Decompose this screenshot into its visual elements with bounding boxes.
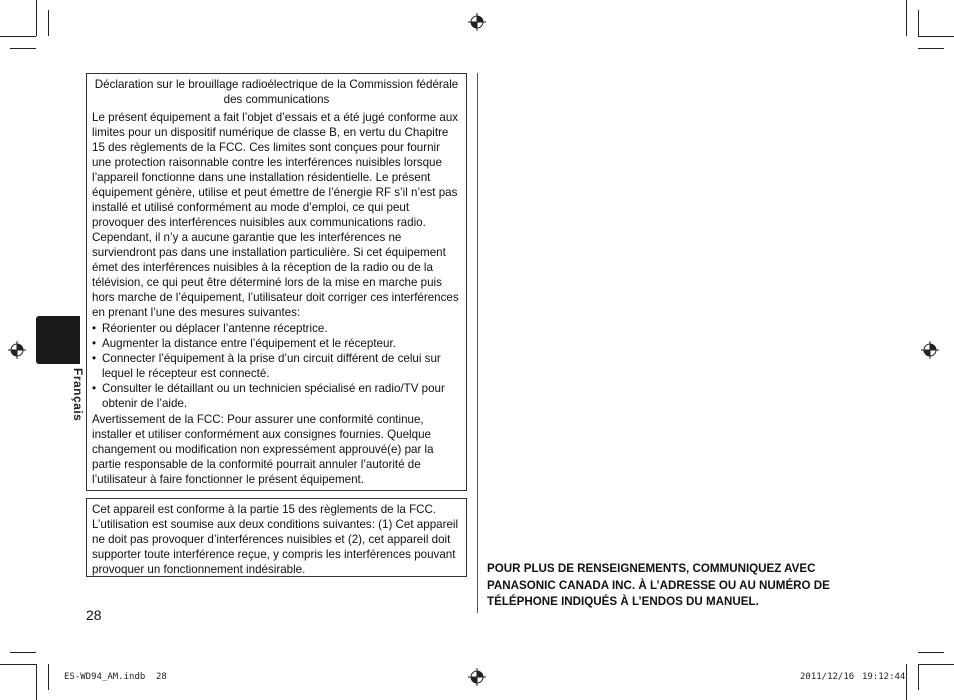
fcc-measures-list (92, 321, 461, 411)
crosshair-registration-icon (468, 668, 486, 686)
crop-mark (0, 664, 36, 665)
list-item: • Augmenter la distance entre l’équipement et le récepteur. (92, 336, 461, 351)
crop-mark (36, 664, 37, 700)
crop-mark (918, 664, 954, 665)
list-item: • Consulter le détaillant ou un technicien spécialisé en radio/TV pour obtenir de l’aide. (92, 381, 461, 411)
crop-mark (906, 664, 907, 700)
crop-mark (36, 0, 37, 36)
crop-mark (918, 48, 944, 49)
fcc-declaration-paragraph: Le présent équipement a fait l’objet d’essais et a été jugé conforme aux limites pour un dispositif numérique de classe B, en vertu du Chapitre 15 des règlements de la FCC. Ces limites sont conçues pour fournir une protection raisonnable contre les interférences nuisibles lorsque l’appareil fonctionne dans une installation résidentielle. Le présent équipement génère, utilise et peut émettre de l’énergie RF s’il n’est pas installé et utilisé conformément au mode d’emploi, ce qui peut provoquer des interférences nuisibles aux communications radio. Cependant, il n’y a aucune garantie que les interférences ne surviendront pas dans une installation particulière. Si cet équipement émet des interférences nuisibles à la réception de la radio ou de la télévision, ce qui peut être déterminé lors de la mise en marche puis hors marche de l’équipement, l’utilisateur doit corriger ces interférences en prenant l’une des mesures suivantes: (92, 111, 459, 319)
crosshair-registration-icon (921, 341, 939, 359)
language-tab (36, 316, 80, 364)
crosshair-registration-icon (468, 13, 486, 31)
crop-mark (48, 10, 49, 36)
print-footer-date: 2011/12/16 (800, 672, 855, 682)
crop-mark (918, 664, 919, 690)
fcc-warning-paragraph: Avertissement de la FCC: Pour assurer une conformité continue, installer et utiliser conformément aux consignes fournies. Quelque changement ou modification non expressément approuvé(e) par la partie responsable de la conformité pourrait annuler l’autorité de l’utilisateur à faire fonctionner le présent équipement. (92, 413, 434, 486)
crop-mark (48, 664, 49, 690)
column-divider (477, 73, 478, 613)
crop-mark (918, 652, 944, 653)
print-footer-file: ES-WD94_AM.indb (64, 672, 146, 682)
fcc-part15-text: Cet appareil est conforme à la partie 15 des règlements de la FCC. L’utilisation est soumise aux deux conditions suivantes: (1) Cet appareil ne doit pas provoquer d’interférences nuisibles et (2), cet appareil doit supporter toute interférence reçue, y compris les interférences pouvant provoquer un fonctionnement indésirable. (92, 503, 459, 576)
contact-notice: POUR PLUS DE RENSEIGNEMENTS, COMMUNIQUEZ AVEC PANASONIC CANADA INC. À L’ADRESSE OU AU NUMÉRO DE TÉLÉPHONE INDIQUÉS À L’ENDOS DU MANUEL. (487, 562, 830, 608)
fcc-declaration-box (86, 73, 467, 491)
print-footer-page: 28 (156, 672, 167, 682)
fcc-part15-box (86, 498, 467, 577)
crop-mark (918, 10, 919, 36)
crop-mark (906, 0, 907, 36)
list-item: • Connecter l’équipement à la prise d’un circuit différent de celui sur lequel le récepteur est connecté. (92, 351, 461, 381)
crosshair-registration-icon (8, 341, 26, 359)
crop-mark (10, 652, 36, 653)
crop-mark (10, 48, 36, 49)
fcc-declaration-title: Déclaration sur le brouillage radioélectrique de la Commission fédérale des communications (94, 78, 459, 106)
page-number: 28 (86, 607, 102, 623)
crop-mark (918, 36, 954, 37)
list-item: • Réorienter ou déplacer l’antenne réceptrice. (92, 321, 461, 336)
print-footer-time: 19:12:44 (862, 672, 906, 682)
language-label: Français (71, 368, 85, 422)
crop-mark (0, 36, 36, 37)
